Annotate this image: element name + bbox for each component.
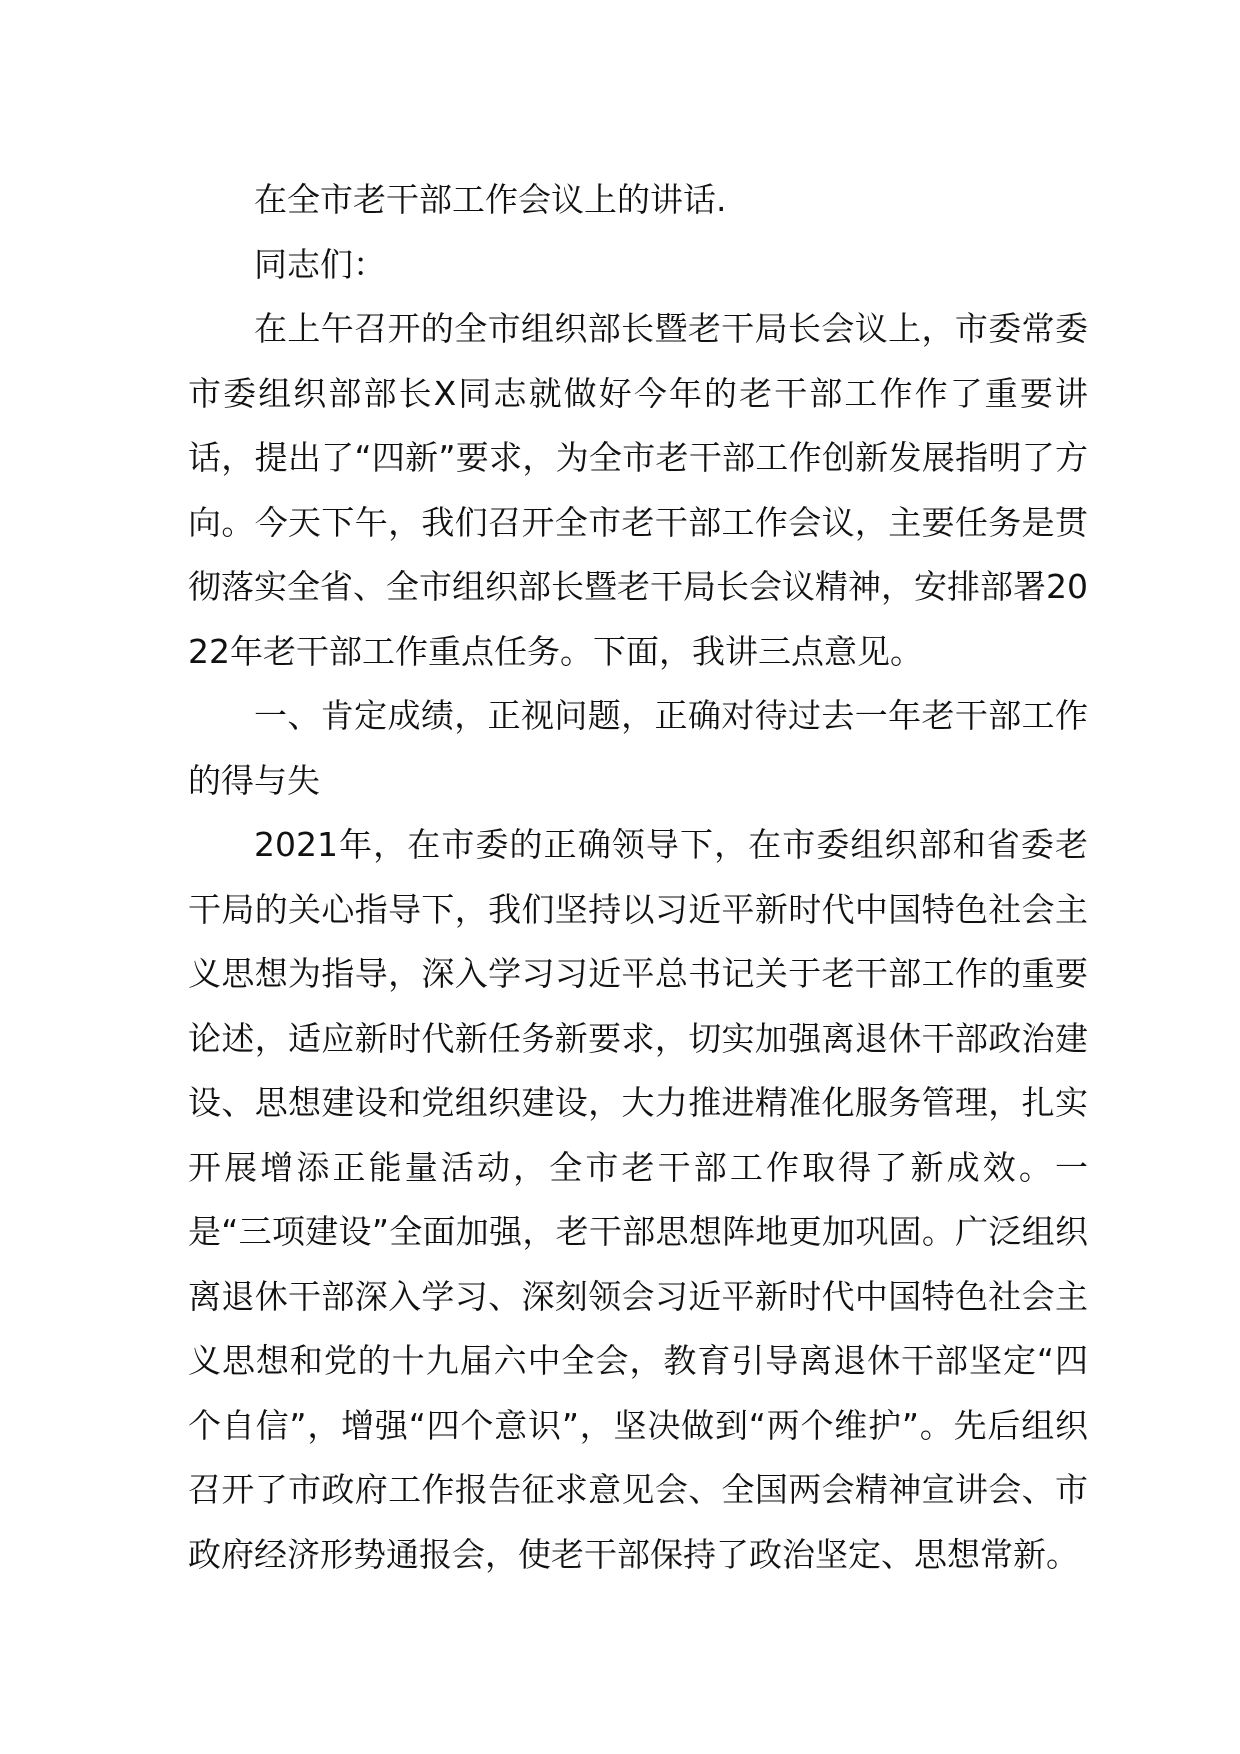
paragraph-intro: 在上午召开的全市组织部长暨老干局长会议上，市委常委市委组织部部长X同志就做好今年的老干部工作作了重要讲话，提出了“四新”要求，为全市老干部工作创新发展指明了方向。今天下午，我们召开全市老干部工作会议，主要任务是贯彻落实全省、全市组织部长暨老干局长会议精神，安排部署2022年老干部工作重点任务。下面，我讲三点意见。 bbox=[188, 309, 1088, 671]
section-heading-1: 一、肯定成绩，正视问题，正确对待过去一年老干部工作的得与失 bbox=[188, 696, 1088, 800]
document-body bbox=[188, 168, 1088, 1587]
paragraph-achievements: 2021年，在市委的正确领导下，在市委组织部和省委老干局的关心指导下，我们坚持以习近平新时代中国特色社会主义思想为指导，深入学习习近平总书记关于老干部工作的重要论述，适应新时代新任务新要求，切实加强离退休干部政治建设、思想建设和党组织建设，大力推进精准化服务管理，扎实开展增添正能量活动，全市老干部工作取得了新成效。一是“三项建设”全面加强，老干部思想阵地更加巩固。广泛组织离退休干部深入学习、深刻领会习近平新时代中国特色社会主义思想和党的十九届六中全会，教育引导离退休干部坚定“四个自信”，增强“四个意识”，坚决做到“两个维护”。先后组织召开了市政府工作报告征求意见会、全国两会精神宣讲会、市政府经济形势通报会，使老干部保持了政治坚定、思想常新。 bbox=[188, 825, 1088, 1574]
document-title: 在全市老干部工作会议上的讲话. bbox=[254, 180, 727, 219]
salutation: 同志们： bbox=[254, 244, 386, 284]
